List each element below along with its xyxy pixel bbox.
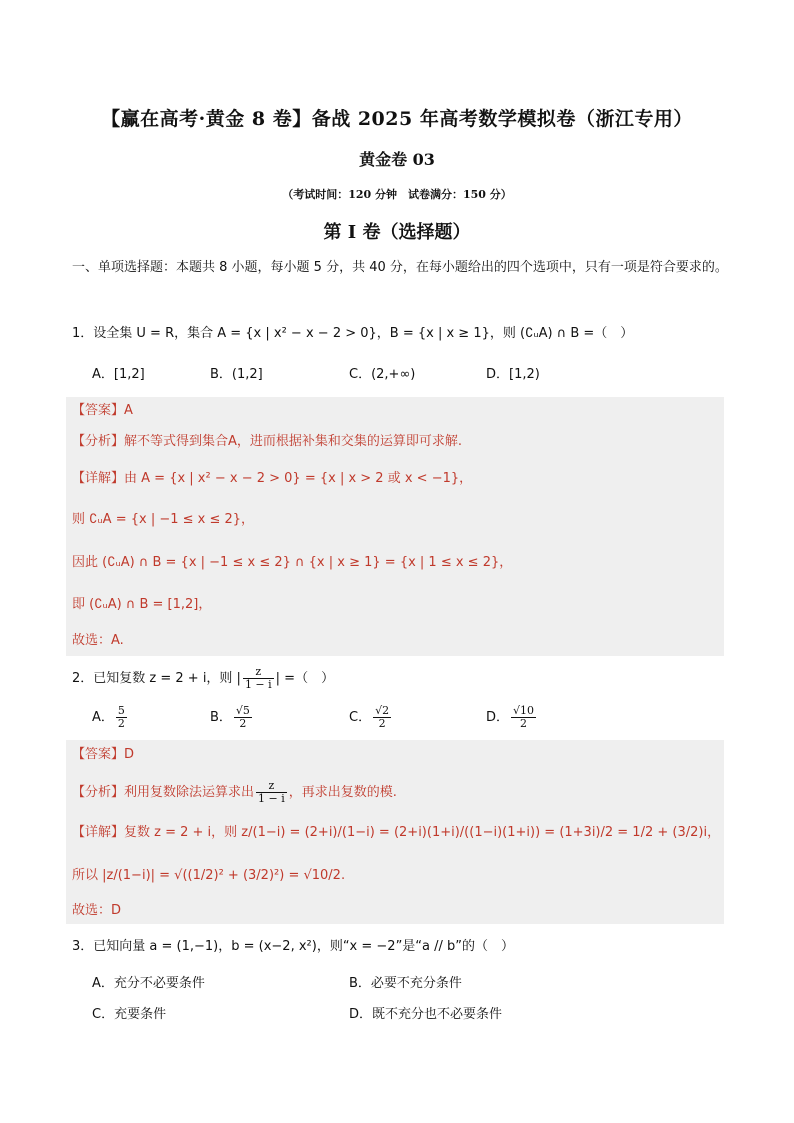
q2-analysis-fraction — [256, 780, 287, 805]
question-1-stem: 1．设全集 U = R，集合 A = {x | x² − x − 2 > 0}，B = {x | x ≥ 1}，则 (∁ᵤA) ∩ B =（ ） — [72, 326, 634, 341]
q3-option-d: D．既不充分也不必要条件 — [349, 1007, 503, 1022]
q2-analysis — [72, 780, 397, 805]
q1-analysis — [72, 431, 462, 453]
q2-analysis-tag: 【分析】 — [72, 785, 125, 800]
q2-choice: 故选：D — [72, 903, 122, 918]
q2-answer-tag: 【答案】 — [72, 747, 125, 762]
q1-detail-text-1: 由 A = {x | x² − x − 2 > 0} = {x | x > 2 或 x < −1}， — [124, 471, 473, 486]
q2-detail-text-1: 复数 z = 2 + i，则 z/(1−i) = (2+i)/(1−i) = (2+i)(1+i)/((1−i)(1+i)) = (1+3i)/2 = 1/2 + (3/2)i， — [124, 825, 721, 840]
q1-detail-1 — [72, 468, 472, 490]
q2-option-b-frac — [234, 705, 252, 730]
q2-answer-value: D — [124, 747, 135, 762]
paper-subtitle: 黄金卷 03 — [359, 150, 435, 169]
q2-stem-num: z — [243, 666, 274, 679]
q1-analysis-text: 解不等式得到集合A，进而根据补集和交集的运算即可求解. — [124, 434, 463, 449]
exam-info: （考试时间：120 分钟 试卷满分：150 分） — [282, 188, 512, 201]
q1-detail-4: 即 (∁ᵤA) ∩ B = [1,2]， — [72, 597, 212, 612]
q2-option-d-frac — [511, 705, 536, 730]
q1-option-a: A．[1,2] — [92, 367, 145, 382]
q2-detail-tag: 【详解】 — [72, 825, 125, 840]
q1-choice: 故选：A. — [72, 633, 124, 648]
q2-option-a-num: 5 — [117, 704, 125, 717]
section-heading: 第 I 卷（选择题） — [323, 222, 471, 243]
q2-option-c-den: 2 — [378, 717, 386, 730]
q1-detail-2: 则 ∁ᵤA = {x | −1 ≤ x ≤ 2}， — [72, 512, 255, 527]
q2-detail-2: 所以 |z/(1−i)| = √((1/2)² + (3/2)²) = √10/2. — [72, 868, 346, 883]
q2-option-d-num: √10 — [513, 704, 535, 717]
q2-analysis-num: z — [256, 780, 287, 793]
q2-analysis-post: ，再求出复数的模. — [288, 785, 397, 800]
q1-detail-tag: 【详解】 — [72, 471, 125, 486]
q2-option-d-den: 2 — [520, 717, 528, 730]
q2-option-c-num: √2 — [375, 704, 390, 717]
q2-option-d-label: D． — [486, 710, 510, 725]
q2-option-d — [486, 705, 538, 730]
q1-answer — [72, 400, 133, 422]
question-3-stem: 3．已知向量 a = (1,−1)，b = (x−2, x²)，则“x = −2”是“a // b”的（ ） — [72, 939, 515, 954]
q2-option-a-frac — [116, 705, 127, 730]
q2-option-a-label: A． — [92, 710, 114, 725]
q1-option-b: B．(1,2] — [210, 367, 263, 382]
q2-option-c-label: C． — [349, 710, 372, 725]
q2-stem-den: 1 − i — [244, 678, 272, 691]
q2-option-b-den: 2 — [239, 717, 247, 730]
q2-stem-fraction — [243, 666, 274, 691]
q2-option-c — [349, 705, 393, 730]
q1-analysis-tag: 【分析】 — [72, 434, 125, 449]
q2-answer — [72, 744, 134, 766]
q2-analysis-pre: 利用复数除法运算求出 — [124, 785, 255, 800]
q3-option-b: B．必要不充分条件 — [349, 976, 462, 991]
q2-option-b — [210, 705, 254, 730]
section-instructions: 一、单项选择题：本题共 8 小题，每小题 5 分，共 40 分，在每小题给出的四个选项中，只有一项是符合要求的。 — [72, 260, 728, 275]
q1-option-d: D．[1,2) — [486, 367, 540, 382]
q2-detail-1 — [72, 822, 720, 844]
q2-analysis-den: 1 − i — [258, 792, 285, 805]
q1-answer-tag: 【答案】 — [72, 403, 125, 418]
q2-option-c-frac — [373, 705, 391, 730]
q1-option-c: C．(2,+∞) — [349, 367, 416, 382]
q1-answer-value: A — [124, 403, 133, 418]
q2-stem-pre: 2．已知复数 z = 2 + i，则 | — [72, 671, 241, 686]
q2-option-a — [92, 705, 129, 730]
q2-option-b-label: B． — [210, 710, 232, 725]
q2-option-a-den: 2 — [117, 717, 125, 730]
q3-option-a: A．充分不必要条件 — [92, 976, 205, 991]
q1-detail-3: 因此 (∁ᵤA) ∩ B = {x | −1 ≤ x ≤ 2} ∩ {x | x ≥ 1} = {x | 1 ≤ x ≤ 2}， — [72, 555, 513, 570]
q3-option-c: C．充要条件 — [92, 1007, 167, 1022]
page-title: 【赢在高考·黄金 8 卷】备战 2025 年高考数学模拟卷（浙江专用） — [101, 108, 693, 130]
q2-option-b-num: √5 — [235, 704, 250, 717]
q2-stem-post: | =（ ） — [275, 671, 335, 686]
question-2-stem — [72, 666, 334, 691]
